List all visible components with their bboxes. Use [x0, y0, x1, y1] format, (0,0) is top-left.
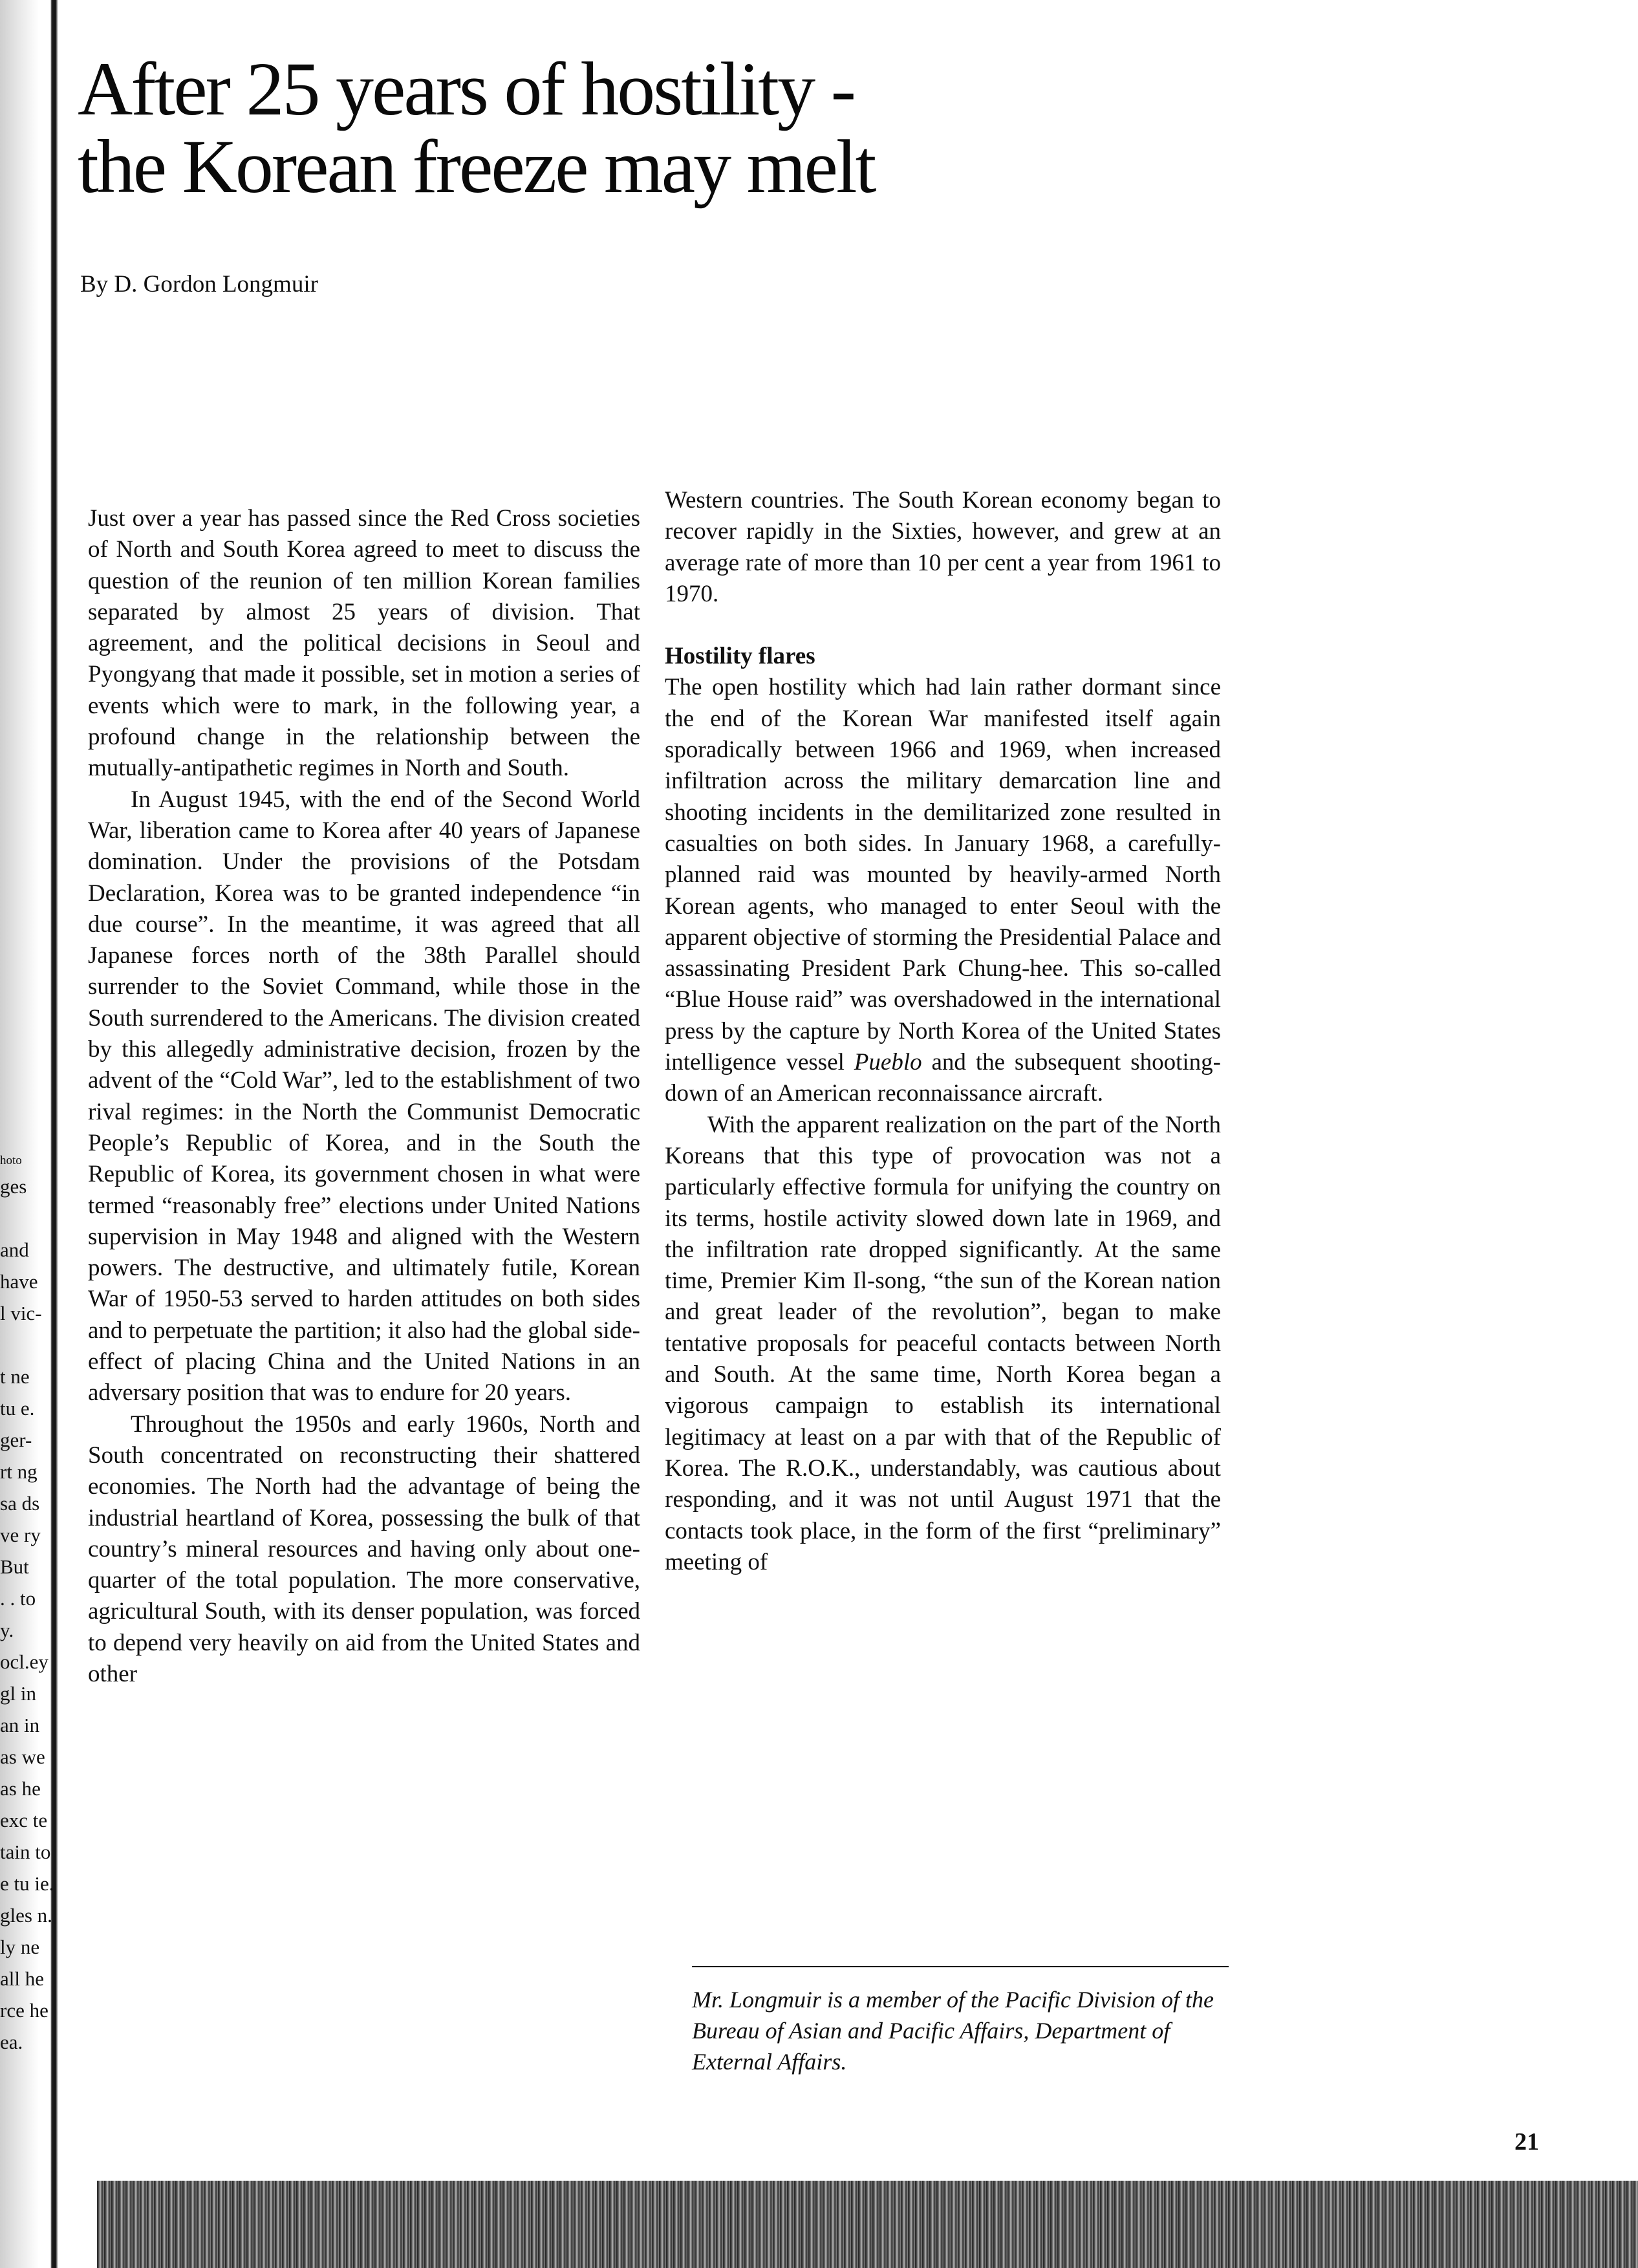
previous-page-line	[0, 1329, 97, 1361]
vessel-name: Pueblo	[854, 1049, 922, 1076]
previous-page-lines	[0, 1171, 97, 2058]
previous-page-line: ocl.ey	[0, 1650, 48, 1673]
byline: By D. Gordon Longmuir	[80, 271, 318, 297]
photo-credit-fragment: hoto	[0, 1154, 22, 1167]
paragraph-text: and the subsequent shooting-down of an American reconnaissance aircraft.	[665, 1049, 1221, 1107]
paragraph-text: The open hostility which had lain rather dormant since the end of the Korean War manifested itself again sporadically between 1966 and 1969, when increased infiltration across the military demarcation line and shooting incidents in the demilitarized zone resulted in casualties on both sides. In January 1968, a carefully-planned raid was mounted by heavily-armed North Korean agents, who managed to enter Seoul with the apparent objective of storming the Presidential Palace and assassinating President Park Chung-hee. This so-called “Blue House raid” was overshadowed in the international press by the capture by North Korea of the United States intelligence vessel	[665, 674, 1221, 1076]
previous-page-line: t ne	[0, 1365, 30, 1388]
previous-page-line: ve ry	[0, 1524, 41, 1546]
previous-page-fragment	[0, 1151, 97, 2160]
previous-page-line: ges	[0, 1175, 27, 1198]
previous-page-line: sa ds	[0, 1492, 40, 1515]
previous-page-line: . . to	[0, 1587, 36, 1610]
paragraph: Western countries. The South Korean economy began to recover rapidly in the Sixties, however, and grew at an average rate of more than 10 per cent a year from 1961 to 1970.	[665, 487, 1221, 607]
previous-page-line	[0, 1202, 97, 1234]
previous-page-line: tain to	[0, 1841, 51, 1863]
previous-page-line: But	[0, 1555, 29, 1578]
previous-page-line: rt ng	[0, 1460, 38, 1483]
previous-page-line: and	[0, 1238, 29, 1261]
article-column-left	[88, 503, 640, 1690]
previous-page-line: ger-	[0, 1429, 32, 1451]
headline-line-2: the Korean freeze may melt	[78, 124, 875, 209]
headline-line-1: After 25 years of hostility -	[78, 47, 854, 131]
previous-page-line: tu e.	[0, 1397, 35, 1420]
previous-page-line: ly ne	[0, 1936, 40, 1958]
author-footnote	[692, 1966, 1229, 2077]
section-heading: Hostility flares	[665, 643, 815, 670]
paragraph: With the apparent realization on the part of the North Koreans that this type of provocation was not a particularly effective formula for unifying the country on its terms, hostile activity slowed down late in 1969, and the infiltration rate dropped significantly. At the same time, Premier Kim Il-song, “the sun of the Korean nation and great leader of the revolution”, began to make tentative proposals for peaceful contacts between North and South. At the same time, North Korea began a vigorous campaign to establish its international legitimacy at least on a par with that of the Republic of Korea. The R.O.K., understandably, was cautious about responding, and it was not until August 1971 that the contacts took place, in the form of the first “preliminary” meeting of	[665, 1111, 1221, 1575]
previous-page-line: e tu ie.	[0, 1872, 54, 1895]
previous-page-line: gl in	[0, 1682, 36, 1705]
previous-page-line: have	[0, 1270, 38, 1293]
paragraph: Just over a year has passed since the Red Cross societies of North and South Korea agreed to meet to discuss the question of the reunion of ten million Korean families separated by almost 25 years of division. That agreement, and the political decisions in Seoul and Pyongyang that made it possible, set in motion a series of events which were to mark, in the following year, a profound change in the relationship between the mutually-antipathetic regimes in North and South.	[88, 505, 640, 782]
previous-page-line: all he	[0, 1967, 44, 1990]
previous-page-line: ea.	[0, 2031, 23, 2053]
previous-page-line: l vic-	[0, 1302, 42, 1324]
paragraph: In August 1945, with the end of the Second World War, liberation came to Korea after 40 years of Japanese domination. Under the provisions of the Potsdam Declaration, Korea was to be granted independence “in due course”. In the meantime, it was agreed that all Japanese forces north of the 38th Parallel should surrender to the Soviet Command, while those in the South surrendered to the Americans. The division created by this allegedly administrative decision, frozen by the advent of the “Cold War”, led to the establishment of two rival regimes: in the North the Communist Democratic People’s Republic of Korea, and in the South the Republic of Korea, its government chosen in what were termed “reasonably free” elections under United Nations supervision in May 1948 and aligned with the Western powers. The destructive, and ultimately futile, Korean War of 1950-53 served to harden attitudes on both sides and to perpetuate the partition; it also had the global side-effect of placing China and the United Nations in an adversary position that was to endure for 20 years.	[88, 786, 640, 1407]
scan-edge-band	[97, 2181, 1638, 2268]
footnote-text: Mr. Longmuir is a member of the Pacific Division of the Bureau of Asian and Pacific Affairs, Department of External Affairs.	[692, 1987, 1214, 2075]
paragraph	[665, 672, 1221, 1109]
previous-page-line: rce he	[0, 1999, 48, 2022]
page-number: 21	[1514, 2128, 1539, 2155]
article-headline	[78, 47, 1112, 209]
previous-page-line: as we	[0, 1745, 45, 1768]
previous-page-line: an in	[0, 1714, 40, 1736]
previous-page-line: y.	[0, 1619, 14, 1641]
previous-page-line: gles n.	[0, 1904, 52, 1927]
article-column-right	[665, 485, 1221, 1578]
previous-page-line: as he	[0, 1777, 41, 1800]
previous-page-line: exc te	[0, 1809, 48, 1831]
paragraph: Throughout the 1950s and early 1960s, North and South concentrated on reconstructing their shattered economies. The North had the advantage of being the industrial heartland of Korea, possessing the bulk of that country’s mineral resources and having only about one-quarter of the total population. The more conservative, agricultural South, with its denser population, was forced to depend very heavily on aid from the United States and other	[88, 1410, 640, 1687]
